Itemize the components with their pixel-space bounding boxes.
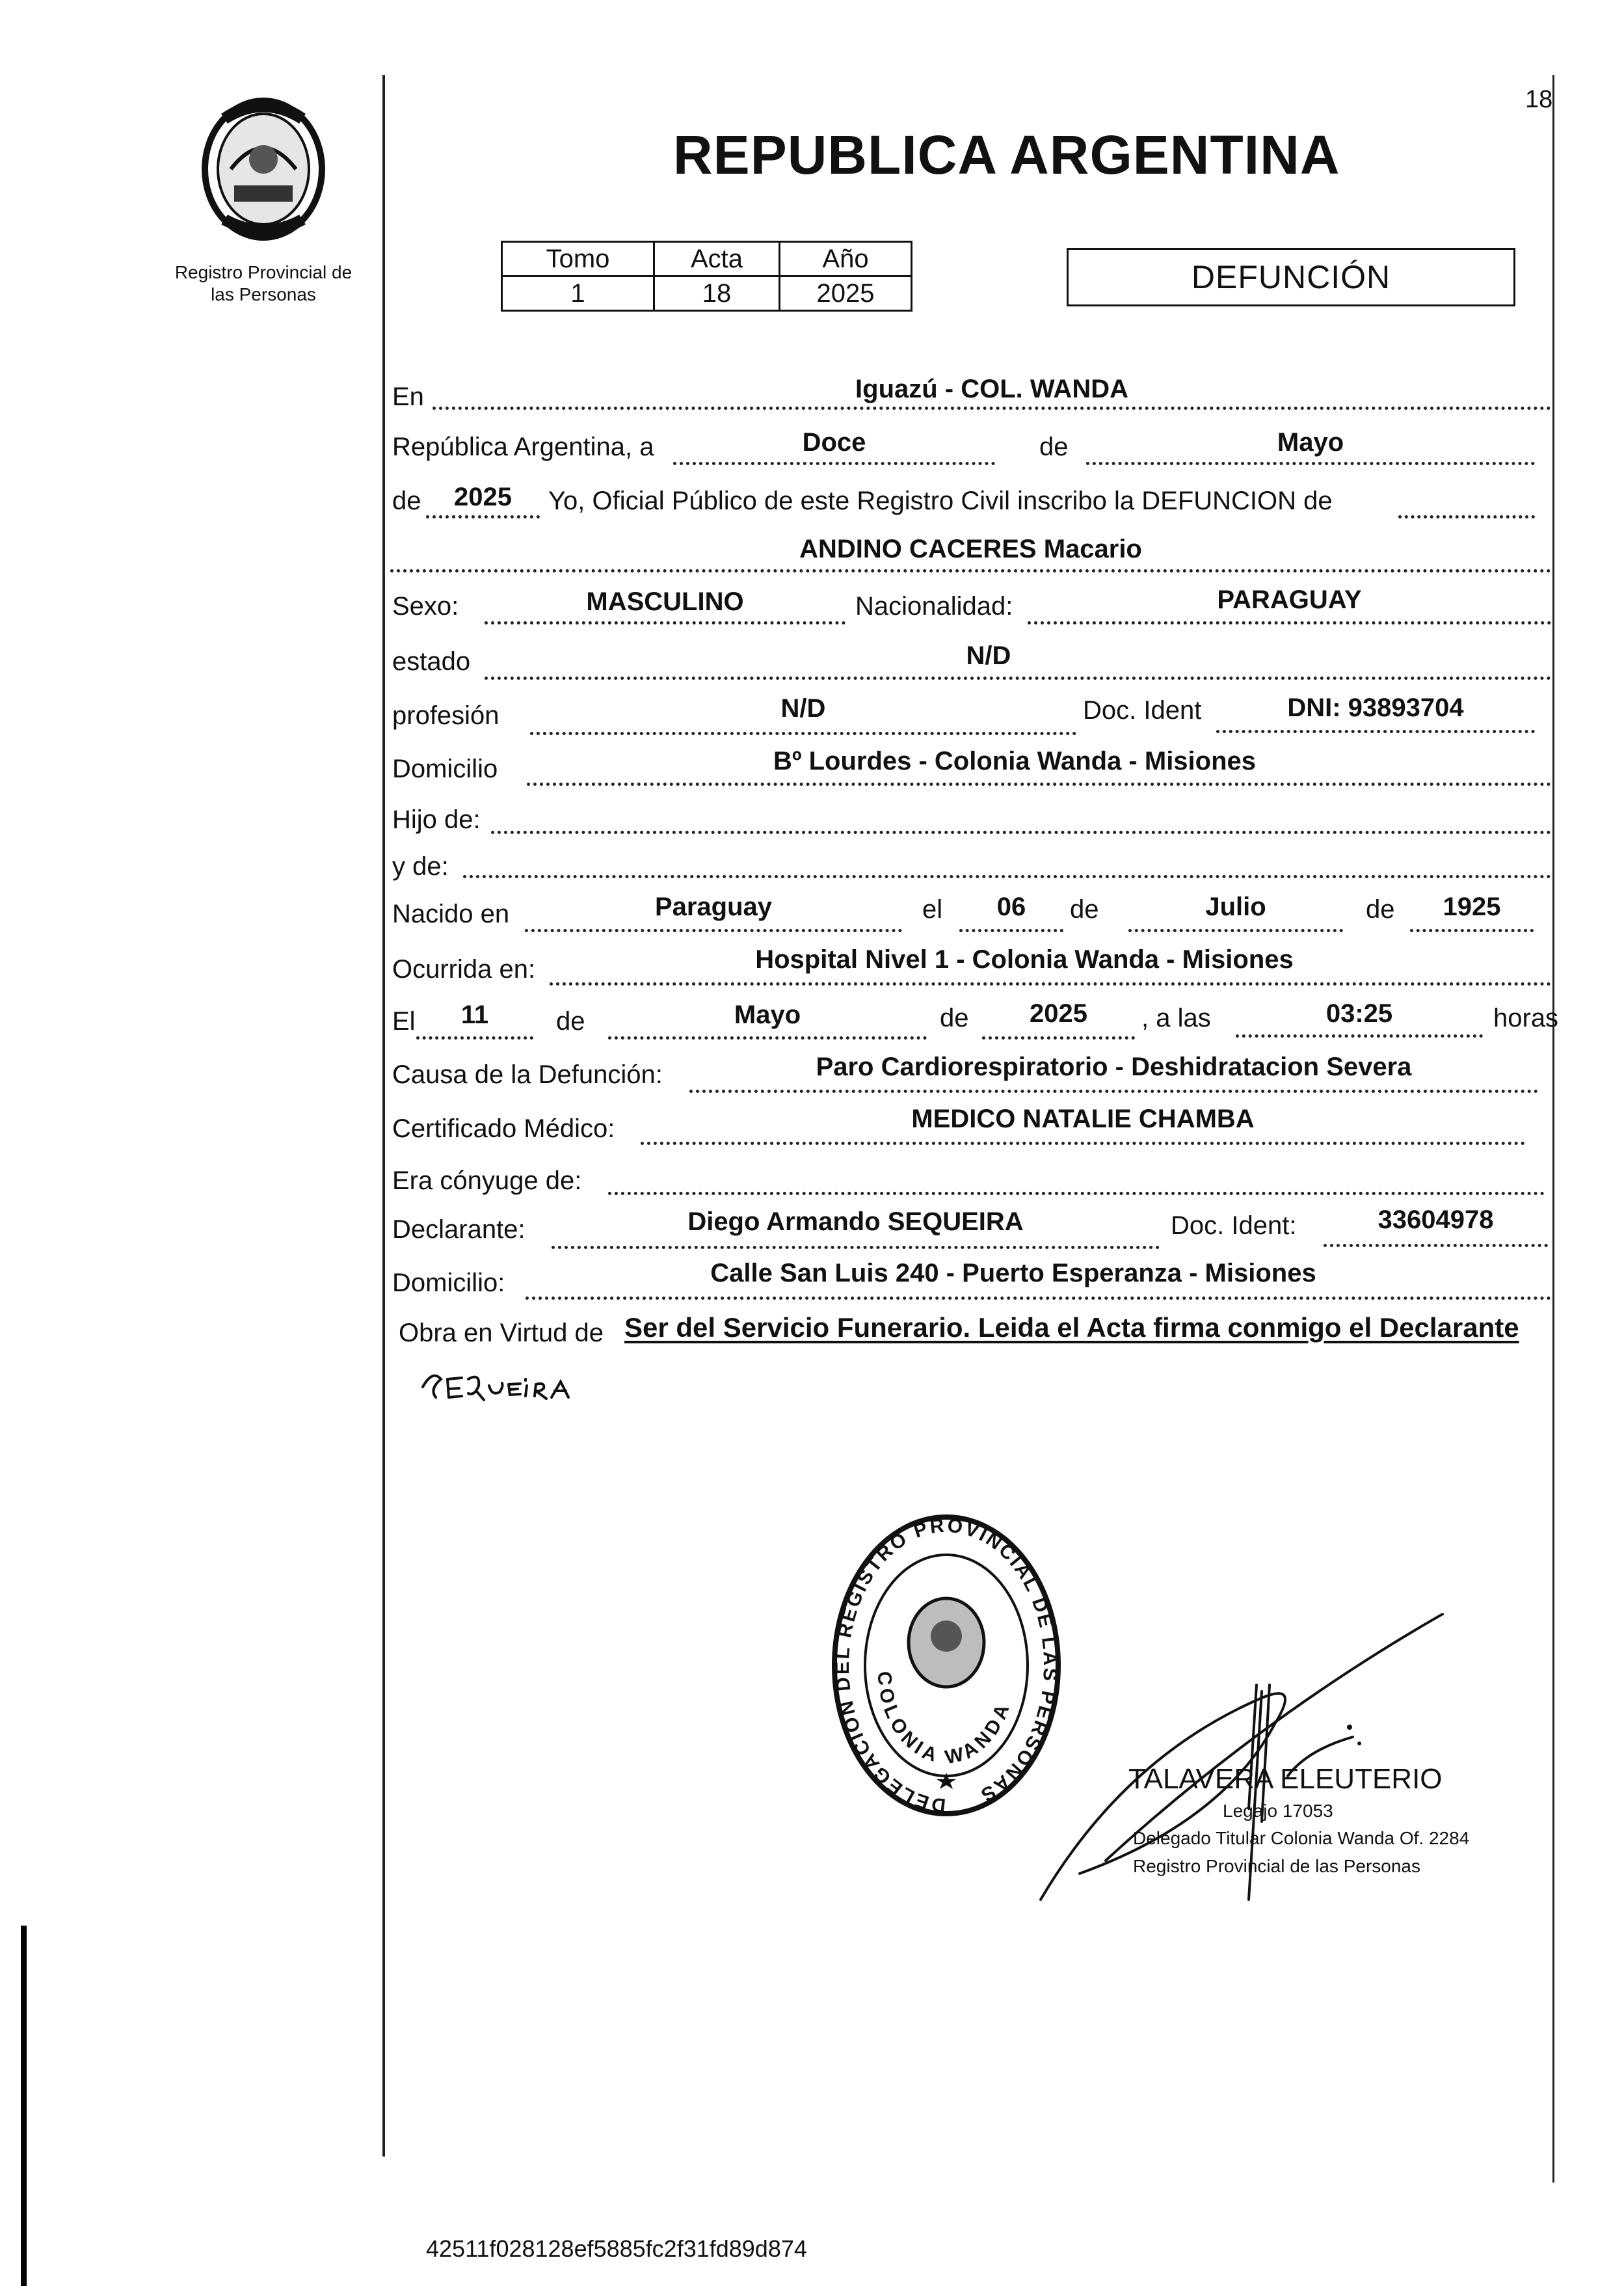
seal-outer-text: DELEGACION DEL REGISTRO PROVINCIAL DE LAS PERSONAS	[831, 1514, 1061, 1816]
alas-label: , a las	[1141, 1004, 1211, 1032]
ocurrida-value: Hospital Nivel 1 - Colonia Wanda - Misiones	[755, 945, 1294, 974]
de-label-1: de	[1039, 433, 1069, 461]
profesion-dotted-line	[530, 732, 1076, 735]
sexo-value: MASCULINO	[586, 587, 744, 616]
republica-label: República Argentina, a	[392, 433, 654, 461]
declarant-signature	[416, 1353, 624, 1405]
declarante-value: Diego Armando SEQUEIRA	[687, 1207, 1024, 1236]
ocurrida-label: Ocurrida en:	[392, 955, 536, 984]
estado-dotted-line	[485, 677, 1551, 680]
record-table-value-row	[502, 276, 912, 311]
nac-anio-dotted-line	[1410, 929, 1534, 932]
header-tomo: Tomo	[502, 242, 654, 276]
hijo-label: Hijo de:	[392, 805, 481, 834]
nombre-value: ANDINO CACERES Macario	[799, 535, 1142, 563]
anio-dotted-line	[426, 515, 540, 518]
value-acta: 18	[654, 276, 780, 311]
nacionalidad-dotted-line	[1028, 621, 1551, 625]
nac-mes-dotted-line	[1128, 929, 1343, 932]
decl-doc-label: Doc. Ident:	[1171, 1211, 1297, 1240]
officer-cargo: Delegado Titular Colonia Wanda Of. 2284	[1133, 1828, 1470, 1848]
scan-edge-mark	[21, 1926, 27, 2286]
def-dia-dotted-line	[416, 1036, 533, 1040]
causa-label: Causa de la Defunción:	[392, 1060, 663, 1089]
decl-doc-dotted-line	[1324, 1244, 1548, 1247]
en-value: Iguazú - COL. WANDA	[855, 375, 1128, 403]
decl-domicilio-dotted-line	[526, 1297, 1551, 1300]
mes-value: Mayo	[1277, 428, 1344, 457]
profesion-value: N/D	[780, 694, 826, 723]
domicilio-value: Bº Lourdes - Colonia Wanda - Misiones	[773, 747, 1257, 775]
sexo-dotted-line	[485, 621, 845, 625]
estado-value: N/D	[966, 641, 1011, 670]
officer-legajo: Legajo 17053	[1223, 1801, 1333, 1821]
de-label-3: de	[1070, 895, 1099, 924]
nombre-dotted-line	[390, 569, 1551, 572]
seal-inner-text: COLONIA WANDA	[873, 1670, 1015, 1769]
causa-value: Paro Cardiorespiratorio - Deshidratacion Severa	[816, 1053, 1412, 1081]
estado-label: estado	[392, 647, 471, 676]
page-title: REPUBLICA ARGENTINA	[673, 124, 1340, 185]
de-label-6: de	[940, 1004, 969, 1032]
causa-dotted-line	[689, 1090, 1538, 1093]
certificado-dotted-line	[641, 1142, 1525, 1145]
intro-text: Yo, Oficial Público de este Registro Civil inscribo la DEFUNCION de	[548, 487, 1333, 515]
el2-label: El	[392, 1007, 416, 1036]
dia-value: Doce	[802, 428, 866, 457]
de-label-5: de	[556, 1007, 585, 1036]
value-anio: 2025	[780, 276, 912, 311]
def-anio-dotted-line	[982, 1036, 1135, 1040]
record-table-header-row	[502, 242, 912, 276]
doc-dotted-line	[1216, 730, 1535, 733]
en-label: En	[392, 383, 424, 411]
officer-name: TALAVERA ELEUTERIO	[1128, 1763, 1443, 1795]
nac-dia-value: 06	[996, 893, 1026, 921]
nacionalidad-value: PARAGUAY	[1217, 585, 1362, 614]
decl-doc-value: 33604978	[1378, 1205, 1494, 1234]
def-hora-value: 03:25	[1325, 999, 1393, 1028]
certificado-label: Certificado Médico:	[392, 1114, 615, 1143]
yde-label: y de:	[392, 852, 449, 881]
de-label-4: de	[1366, 895, 1395, 924]
registry-label-line1: Registro Provincial de	[174, 262, 353, 282]
de-label-2: de	[392, 487, 421, 515]
nacido-value: Paraguay	[654, 893, 773, 921]
value-tomo: 1	[502, 276, 654, 311]
declarante-dotted-line	[552, 1246, 1160, 1249]
domicilio-dotted-line	[527, 783, 1551, 786]
anio-value: 2025	[454, 483, 512, 511]
doc-label: Doc. Ident	[1083, 696, 1202, 725]
def-dia-value: 11	[460, 1001, 489, 1029]
conyuge-label: Era cónyuge de:	[392, 1166, 582, 1195]
nacionalidad-label: Nacionalidad:	[855, 592, 1013, 621]
sexo-label: Sexo:	[392, 592, 459, 621]
mes-dotted-line	[1086, 462, 1535, 465]
officer-registro: Registro Provincial de las Personas	[1133, 1856, 1420, 1876]
dia-dotted-line	[673, 462, 995, 465]
certificado-value: MEDICO NATALIE CHAMBA	[911, 1105, 1255, 1133]
intro-dotted-line	[1398, 515, 1535, 518]
def-anio-value: 2025	[1030, 999, 1087, 1028]
yde-dotted-line	[463, 875, 1551, 878]
registry-label-line2: las Personas	[211, 284, 316, 304]
obra-label: Obra en Virtud de	[399, 1319, 604, 1347]
doc-value: DNI: 93893704	[1287, 693, 1464, 722]
def-mes-value: Mayo	[734, 1001, 801, 1029]
el-label: el	[922, 895, 943, 924]
domicilio-label: Domicilio	[392, 755, 498, 783]
registry-label	[146, 262, 380, 306]
header-anio: Año	[780, 242, 912, 276]
nac-dia-dotted-line	[959, 929, 1063, 932]
province-emblem	[195, 88, 332, 244]
nacido-label: Nacido en	[392, 900, 510, 928]
conyuge-dotted-line	[608, 1192, 1545, 1195]
page-number: 18	[1525, 86, 1553, 113]
declarante-label: Declarante:	[392, 1215, 526, 1244]
nac-anio-value: 1925	[1443, 893, 1501, 921]
horas-label: horas	[1493, 1004, 1559, 1032]
record-table	[501, 241, 912, 312]
hijo-dotted-line	[491, 831, 1551, 834]
document-hash: 42511f028128ef5885fc2f31fd89d874	[426, 2235, 807, 2262]
decl-domicilio-value: Calle San Luis 240 - Puerto Esperanza - Misiones	[710, 1259, 1316, 1287]
def-mes-dotted-line	[608, 1036, 927, 1040]
right-margin-line	[1552, 75, 1554, 2183]
nacido-dotted-line	[525, 929, 902, 932]
def-hora-dotted-line	[1236, 1034, 1483, 1038]
en-dotted-line	[433, 407, 1551, 410]
ocurrida-dotted-line	[550, 982, 1551, 986]
header-acta: Acta	[654, 242, 780, 276]
profesion-label: profesión	[392, 701, 499, 730]
decl-domicilio-label: Domicilio:	[392, 1269, 505, 1297]
obra-value: Ser del Servicio Funerario. Leida el Acta firma conmigo el Declarante	[624, 1312, 1519, 1343]
record-type-box: DEFUNCIÓN	[1067, 248, 1515, 306]
left-margin-line	[382, 75, 385, 2157]
nac-mes-value: Julio	[1205, 893, 1266, 921]
